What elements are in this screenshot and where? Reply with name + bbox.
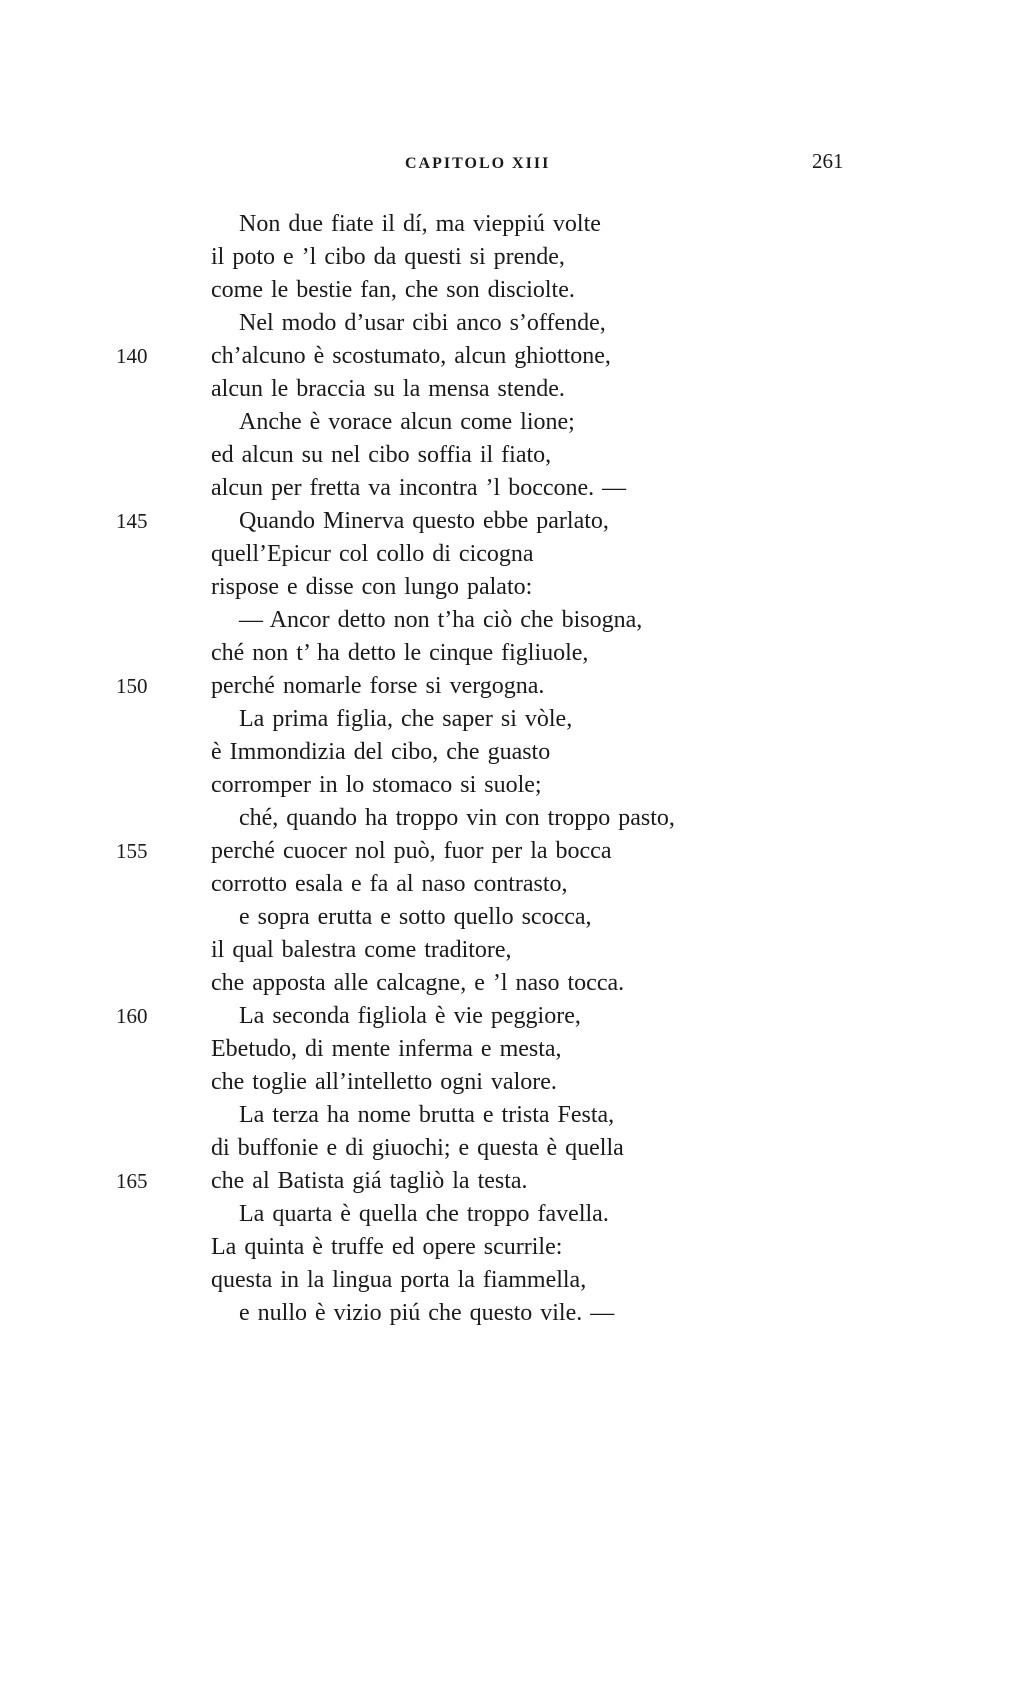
verse-line [0, 340, 1018, 373]
verse-line [0, 769, 1018, 802]
verse-line [0, 1033, 1018, 1066]
verse-line [0, 538, 1018, 571]
verse-line [0, 241, 1018, 274]
verse-line [0, 1297, 1018, 1330]
verse-text: ed alcun su nel cibo soffia il fiato, [211, 442, 552, 468]
verse-text: La seconda figliola è vie peggiore, [239, 1003, 581, 1029]
verse-text: corromper in lo stomaco si suole; [211, 772, 542, 798]
verse-line [0, 505, 1018, 538]
verse-line [0, 1264, 1018, 1297]
verse-line [0, 1099, 1018, 1132]
verse-line [0, 604, 1018, 637]
verse-text: che al Batista giá tagliò la testa. [211, 1168, 528, 1194]
verse-text: perché nomarle forse si vergogna. [211, 673, 545, 699]
verse-line [0, 670, 1018, 703]
verse-line [0, 1231, 1018, 1264]
verse-line [0, 1198, 1018, 1231]
verse-text: Non due fiate il dí, ma vieppiú volte [239, 211, 601, 237]
verse-line [0, 1000, 1018, 1033]
poem-text [0, 208, 1018, 1330]
verse-text: Ebetudo, di mente inferma e mesta, [211, 1036, 562, 1062]
verse-text: come le bestie fan, che son disciolte. [211, 277, 575, 303]
verse-line [0, 901, 1018, 934]
verse-line [0, 571, 1018, 604]
verse-text: ch’alcuno è scostumato, alcun ghiottone, [211, 343, 611, 369]
verse-text: — Ancor detto non t’ha ciò che bisogna, [239, 607, 643, 633]
line-number: 140 [116, 344, 148, 368]
line-number: 150 [116, 674, 148, 698]
verse-text: e sopra erutta e sotto quello scocca, [239, 904, 592, 930]
verse-text: perché cuocer nol può, fuor per la bocca [211, 838, 612, 864]
verse-text: La prima figlia, che saper si vòle, [239, 706, 573, 732]
verse-line [0, 835, 1018, 868]
verse-line [0, 472, 1018, 505]
verse-line [0, 307, 1018, 340]
verse-text: questa in la lingua porta la fiammella, [211, 1267, 587, 1293]
verse-line [0, 274, 1018, 307]
verse-text: che apposta alle calcagne, e ’l naso tocca. [211, 970, 625, 996]
verse-text: ché non t’ ha detto le cinque figliuole, [211, 640, 589, 666]
verse-text: ché, quando ha troppo vin con troppo pasto, [239, 805, 675, 831]
verse-line [0, 373, 1018, 406]
verse-line [0, 439, 1018, 472]
page-number: 261 [812, 149, 844, 173]
verse-line [0, 736, 1018, 769]
verse-text: alcun per fretta va incontra ’l boccone. — [211, 475, 627, 501]
line-number: 145 [116, 509, 148, 533]
verse-text: rispose e disse con lungo palato: [211, 574, 533, 600]
verse-text: di buffonie e di giuochi; e questa è quella [211, 1135, 624, 1161]
running-head: CAPITOLO XIII [405, 155, 551, 172]
verse-text: La terza ha nome brutta e trista Festa, [239, 1102, 615, 1128]
verse-text: Nel modo d’usar cibi anco s’offende, [239, 310, 606, 336]
verse-line [0, 1066, 1018, 1099]
verse-text: alcun le braccia su la mensa stende. [211, 376, 565, 402]
verse-line [0, 637, 1018, 670]
line-number: 160 [116, 1004, 148, 1028]
verse-text: quell’Epicur col collo di cicogna [211, 541, 534, 567]
verse-text: il qual balestra come traditore, [211, 937, 512, 963]
verse-line [0, 934, 1018, 967]
line-number: 165 [116, 1169, 148, 1193]
verse-text: La quinta è truffe ed opere scurrile: [211, 1234, 563, 1260]
verse-text: e nullo è vizio piú che questo vile. — [239, 1300, 615, 1326]
verse-text: La quarta è quella che troppo favella. [239, 1201, 609, 1227]
verse-line [0, 1132, 1018, 1165]
verse-line [0, 1165, 1018, 1198]
verse-line [0, 802, 1018, 835]
verse-text: corrotto esala e fa al naso contrasto, [211, 871, 568, 897]
verse-line [0, 967, 1018, 1000]
verse-text: Quando Minerva questo ebbe parlato, [239, 508, 609, 534]
verse-line [0, 868, 1018, 901]
line-number: 155 [116, 839, 148, 863]
verse-line [0, 406, 1018, 439]
verse-line [0, 208, 1018, 241]
verse-line [0, 703, 1018, 736]
verse-text: Anche è vorace alcun come lione; [239, 409, 575, 435]
verse-text: il poto e ’l cibo da questi si prende, [211, 244, 565, 270]
verse-text: è Immondizia del cibo, che guasto [211, 739, 551, 765]
verse-text: che toglie all’intelletto ogni valore. [211, 1069, 557, 1095]
